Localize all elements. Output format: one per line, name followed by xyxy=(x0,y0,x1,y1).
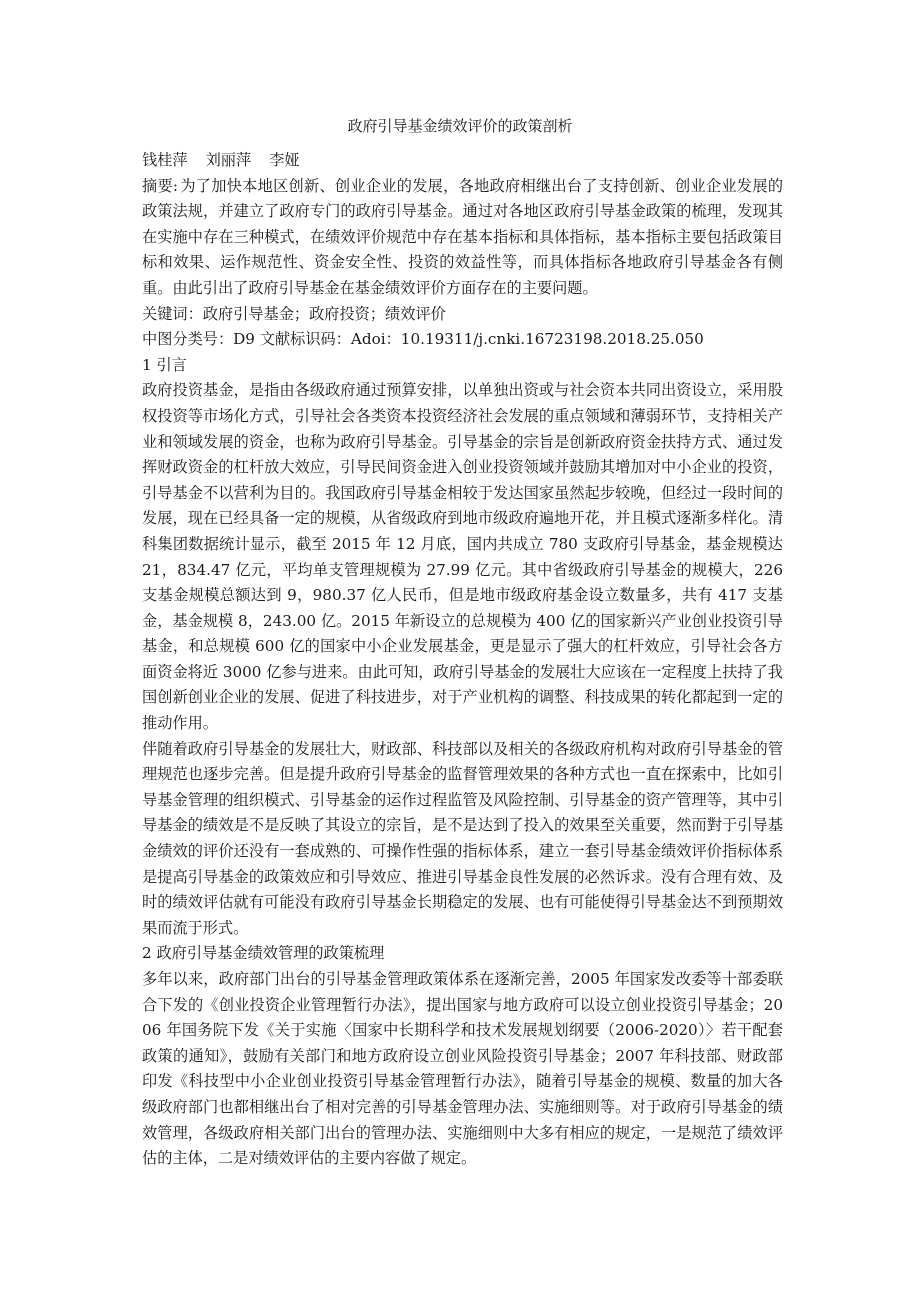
paragraph: 政府投资基金，是指由各级政府通过预算安排，以单独出资或与社会资本共同出资设立，采用股权投资等市场化方式，引导社会各类资本投资经济社会发展的重点领域和薄弱环节，支持相关产业和领域发展的资金，也称为政府引导基金。引导基金的宗旨是创新政府资金扶持方式、通过发挥财政资金的杠杆放大效应，引导民间资金进入创业投资领域并鼓励其增加对中小企业的投资，引导基金不以营利为目的。我国政府引导基金相较于发达国家虽然起步较晚，但经过一段时间的发展，现在已经具备一定的规模，从省级政府到地市级政府遍地开花，并且模式逐渐多样化。清科集团数据统计显示，截至 2015 年 12 月底，国内共成立 780 支政府引导基金，基金规模达 21，834.47 亿元，平均单支管理规模为 27.99 亿元。其中省级政府引导基金的规模大，226 支基金规模总额达到 9，980.37 亿人民币，但是地市级政府基金设立数量多，共有 417 支基金，基金规模 8，243.00 亿。2015 年新设立的总规模为 400 亿的国家新兴产业创业投资引导基金，和总规模 600 亿的国家中小企业发展基金，更是显示了强大的杠杆效应，引导社会各方面资金将近 3000 亿参与进来。由此可知，政府引导基金的发展壮大应该在一定程度上扶持了我国创新创业企业的发展、促进了科技进步，对于产业机构的调整、科技成果的转化都起到一定的推动作用。 xyxy=(142,381,783,733)
author-list xyxy=(142,148,783,174)
section-heading: 2 政府引导基金绩效管理的政策梳理 xyxy=(142,944,385,963)
author-name: 李娅 xyxy=(269,151,300,169)
document-body xyxy=(142,148,783,1172)
section-heading: 1 引言 xyxy=(142,355,187,374)
keywords: 关键词：政府引导基金；政府投资；绩效评价 xyxy=(142,304,446,323)
classification-line: 中图分类号：D9 文献标识码：Adoi：10.19311/j.cnki.16723198.2018.25.050 xyxy=(142,330,704,349)
paragraph: 多年以来，政府部门出台的引导基金管理政策体系在逐渐完善，2005 年国家发改委等十部委联合下发的《创业投资企业管理暂行办法》，提出国家与地方政府可以设立创业投资引导基金；2006 年国务院下发《关于实施〈国家中长期科学和技术发展规划纲要（2006-2020）〉若干配套政策的通知》，鼓励有关部门和地方政府设立创业风险投资引导基金；2007 年科技部、财政部印发《科技型中小企业创业投资引导基金管理暂行办法》，随着引导基金的规模、数量的加大各级政府部门也都相继出台了相对完善的引导基金管理办法、实施细则等。对于政府引导基金的绩效管理，各级政府相关部门出台的管理办法、实施细则中大多有相应的规定，一是规范了绩效评估的主体，二是对绩效评估的主要内容做了规定。 xyxy=(142,970,783,1168)
abstract-label: 摘要: xyxy=(142,176,179,195)
document-title: 政府引导基金绩效评价的政策剖析 xyxy=(347,117,573,135)
paragraph: 伴随着政府引导基金的发展壮大，财政部、科技部以及相关的各级政府机构对政府引导基金的管理规范也逐步完善。但是提升政府引导基金的监督管理效果的各种方式也一直在探索中，比如引导基金管理的组织模式、引导基金的运作过程监管及风险控制、引导基金的资产管理等，其中引导基金的绩效是不是反映了其设立的宗旨，是不是达到了投入的效果至关重要，然而對于引导基金绩效的评价还没有一套成熟的、可操作性强的指标体系，建立一套引导基金绩效评价指标体系是提高引导基金的政策效应和引导效应、推进引导基金良性发展的必然诉求。没有合理有效、及时的绩效评估就有可能没有政府引导基金长期稳定的发展、也有可能使得引导基金达不到预期效果而流于形式。 xyxy=(142,739,783,937)
abstract xyxy=(142,174,783,302)
author-name: 钱桂萍 xyxy=(142,151,188,169)
abstract-text: 为了加快本地区创新、创业企业的发展，各地政府相继出台了支持创新、创业企业发展的政策法规，并建立了政府专门的政府引导基金。通过对各地区政府引导基金政策的梳理，发现其在实施中存在三种模式，在绩效评价规范中存在基本指标和具体指标，基本指标主要包括政策目标和效果、运作规范性、资金安全性、投资的效益性等，而具体指标各地政府引导基金各有侧重。由此引出了政府引导基金在基金绩效评价方面存在的主要问题。 xyxy=(142,176,784,297)
author-name: 刘丽萍 xyxy=(205,151,252,169)
